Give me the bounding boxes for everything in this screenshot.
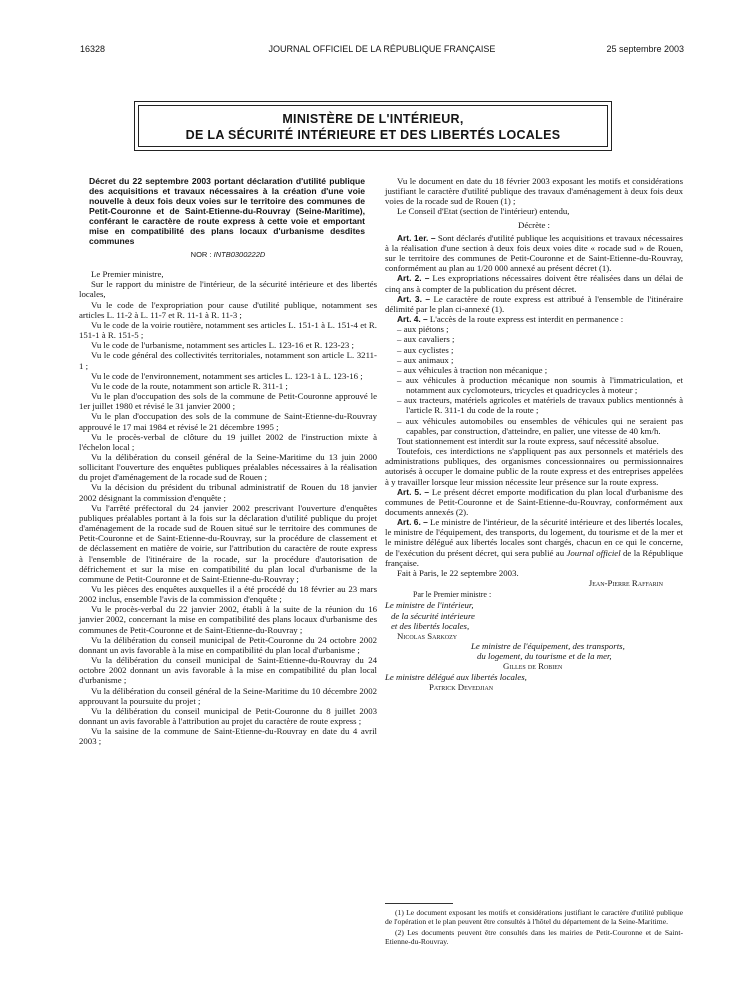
interior-minister-name: Nicolas Sarkozy: [397, 630, 458, 641]
article-3: [385, 294, 683, 314]
visa-paragraph: Vu le plan d'occupation des sols de la commune de Saint-Etienne-du-Rouvray approuvé le 17 mai 1984 et révisé le 21 décembre 1995 ;: [79, 411, 377, 432]
article-4-paragraph: Tout stationnement est interdit sur la route express, sauf nécessité absolue.: [397, 435, 659, 446]
article-text: L'accès de la route express est interdit en permanence :: [427, 314, 624, 325]
list-item: – aux animaux ;: [397, 354, 454, 365]
visa-paragraph: Vu le procès-verbal de clôture du 19 juillet 2002 de l'instruction mixte à l'échelon local ;: [79, 431, 377, 452]
article-label: Art. 1er. –: [397, 232, 436, 243]
page-number: 16328: [80, 44, 106, 54]
equipment-minister-name: Gilles de Robien: [503, 661, 563, 672]
par-le-premier-ministre: Par le Premier ministre :: [413, 590, 492, 600]
article-label: Art. 3. –: [397, 293, 431, 304]
article-text: Le présent décret emporte modification du plan local d'urbanisme des communes de Petit-Couronne et de Saint-Etienne-du-Rouvray, conformément aux documents annexés (2).: [385, 486, 683, 517]
ministry-heading-box: [134, 101, 612, 151]
visa-paragraph: Vu la délibération du conseil municipal de Petit-Couronne du 8 juillet 2003 donnant un avis favorable à l'attribution au projet du caractère de route express ;: [79, 705, 377, 727]
article-text: Le ministre de l'intérieur, de la sécurité intérieure et des libertés locales, le ministre de l'équipement, des transports, du logement, du tourisme et de la mer et le ministre délégué aux libertés locales sont chargés, chacun en ce qui le concerne, de l'exécution du présent décret, qui sera publié au: [385, 517, 683, 558]
interior-minister-title: et des libertés locales,: [391, 620, 470, 631]
article-text: Le caractère de route express est attribué à l'ensemble de l'itinéraire délimité par le plan ci-annexé (1).: [385, 293, 683, 314]
list-item: – aux cyclistes ;: [397, 344, 454, 355]
equipment-minister-title: Le ministre de l'équipement, des transports,: [471, 641, 625, 652]
list-item: – aux tracteurs, matériels agricoles et matériels de travaux publics mentionnés à l'article R. 311-1 du code de la route ;: [397, 395, 683, 416]
issue-date: 25 septembre 2003: [606, 44, 684, 54]
decrete-heading: Décrète :: [518, 219, 550, 230]
ministry-line-1: MINISTÈRE DE L'INTÉRIEUR,: [282, 112, 464, 126]
article-1: [385, 233, 683, 274]
visa-paragraph: Le Premier ministre,: [91, 269, 164, 280]
visa-paragraph: Vu la saisine de la commune de Saint-Etienne-du-Rouvray en date du 4 avril 2003 ;: [79, 726, 377, 747]
delegate-minister-title: Le ministre délégué aux libertés locales,: [385, 671, 527, 682]
footnotes: [385, 908, 683, 947]
done-at: Fait à Paris, le 22 septembre 2003.: [397, 567, 519, 578]
footnote-divider: [385, 903, 453, 904]
article-4-list: [385, 324, 683, 436]
visa-paragraph: Vu la délibération du conseil municipal de Saint-Etienne-du-Rouvray du 24 octobre 2002 donnant un avis favorable à la mise en compatibilité du plan local d'urbanisme ;: [79, 655, 377, 686]
visa-paragraph: Vu la délibération du conseil général de la Seine-Maritime du 13 juin 2000 sollicitant l'ouverture des enquêtes publiques préalables nécessaires à la réalisation du projet d'aménagement de la rocade sud de Rouen ;: [79, 451, 377, 483]
interior-minister-title: Le ministre de l'intérieur,: [385, 600, 474, 611]
list-item: – aux véhicules à traction non mécanique ;: [397, 364, 548, 375]
footnote: (2) Les documents peuvent être consultés dans les mairies de Petit-Couronne et de Saint-Etienne-du-Rouvray.: [385, 927, 683, 946]
article-5: [385, 487, 683, 517]
article-label: Art. 5. –: [397, 486, 430, 497]
article-label: Art. 6. –: [397, 517, 428, 528]
list-item: – aux véhicules à production mécanique non soumis à l'immatriculation, et notamment aux cyclomoteurs, tricycles et quadricycles à moteur ;: [397, 374, 683, 396]
article-4: [385, 314, 683, 324]
visa-paragraph: Vu le code de l'urbanisme, notamment ses articles L. 123-16 et R. 123-23 ;: [91, 340, 354, 351]
page-header: [80, 44, 684, 58]
pm-signature: Jean-Pierre Raffarin: [588, 578, 663, 589]
article-4-paragraph: Toutefois, ces interdictions ne s'appliquent pas aux personnels et matériels des administrations publiques, des organismes concessionnaires ou permissionnaires autorisés à occuper le domaine public de la route express et des entreprises appelées à y travailler lorsque leur mission nécessite leur présence sur la route express.: [385, 446, 683, 487]
visa-paragraph: Vu le code général des collectivités territoriales, notamment son article L. 3211-1 ;: [79, 350, 377, 371]
visa-paragraph: Vu le procès-verbal du 22 janvier 2002, établi à la suite de la réunion du 16 janvier 2002, concernant la mise en compatibilité des plans locaux d'urbanisme des communes de Petit-Couronne et de Saint-Etienne-du-Rouvray ;: [79, 604, 377, 635]
delegate-minister-name: Patrick Devedjian: [429, 681, 494, 692]
nor-label: NOR :: [190, 250, 212, 259]
decree-title: Décret du 22 septembre 2003 portant déclaration d'utilité publique des acquisitions et travaux nécessaires à la création d'une voie nouvelle à deux fois deux voies sur le territoire des communes de Petit-Couronne et de Saint-Etienne-du-Rouvray (Seine-Maritime), conférant le caractère de route express à cette voie et emportant mise en compatibilité des plans locaux d'urbanisme desdites communes: [89, 176, 365, 246]
article-label: Art. 2. –: [397, 273, 430, 284]
right-column: [385, 176, 683, 692]
visa-paragraph: Vu la délibération du conseil général de la Seine-Maritime du 10 décembre 2002 approuvant la poursuite du projet ;: [79, 685, 377, 706]
visa-paragraph: Vu le code de la route, notamment son article R. 311-1 ;: [91, 380, 288, 391]
visa-paragraph: Vu le document en date du 18 février 2003 exposant les motifs et considérations justifiant le caractère d'utilité publique des travaux d'aménagement à deux fois deux voies de la rocade sud de Rouen (1) ;: [385, 176, 683, 207]
visa-paragraph: Vu la décision du président du tribunal administratif de Rouen du 18 janvier 2002 désignant la commission d'enquête ;: [79, 482, 377, 503]
article-text: Les expropriations nécessaires doivent être réalisées dans un délai de cinq ans à compter de la publication du présent décret.: [385, 273, 683, 294]
visa-paragraph: Vu les pièces des enquêtes auxquelles il a été procédé du 18 février au 23 mars 2002 inclus, ensemble l'avis de la commission d'enquête ;: [79, 584, 377, 605]
article-6: [385, 517, 683, 568]
journal-name: Journal officiel: [566, 547, 621, 558]
ministry-heading: [138, 105, 608, 147]
list-item: – aux piétons ;: [397, 324, 449, 335]
interior-minister-title: de la sécurité intérieure: [391, 610, 475, 621]
visa-paragraph: Vu la délibération du conseil municipal de Petit-Couronne du 24 octobre 2002 donnant un avis favorable à la mise en compatibilité du plan local d'urbanisme ;: [79, 634, 377, 655]
visa-paragraph: Vu le plan d'occupation des sols de la commune de Petit-Couronne approuvé le 1er juillet 1980 et révisé le 31 janvier 2000 ;: [79, 391, 377, 412]
left-column: [79, 176, 377, 747]
visa-paragraph: Vu le code de la voirie routière, notamment ses articles L. 151-1 à L. 151-4 et R. 151-1 à R. 151-5 ;: [79, 319, 377, 341]
visa-paragraph: Vu le code de l'environnement, notamment ses articles L. 123-1 à L. 123-16 ;: [91, 370, 363, 381]
visa-paragraph: Sur le rapport du ministre de l'intérieur, de la sécurité intérieure et des libertés locales,: [79, 279, 377, 300]
ministry-line-2: DE LA SÉCURITÉ INTÉRIEURE ET DES LIBERTÉS LOCALES: [185, 128, 561, 142]
article-2: [385, 273, 683, 293]
list-item: – aux véhicules automobiles ou ensembles de véhicules qui ne seraient pas capables, par construction, d'atteindre, en palier, une vitesse de 40 km/h.: [397, 415, 683, 436]
nor-code: INTB0300222D: [213, 250, 266, 259]
equipment-minister-title: du logement, du tourisme et de la mer,: [477, 651, 612, 662]
visa-paragraph: Vu l'arrêté préfectoral du 24 janvier 2002 prescrivant l'ouverture d'enquêtes publiques préalables portant à la fois sur la déclaration d'utilité publique du projet d'aménagement de la rocade sud de Rouen situé sur le territoire des communes de Petit-Couronne et de Saint-Etienne-du-Rouvray, sur la procédure de classement et de déclassement en matière de voirie, sur l'attribution du caractère de route express à l'ensemble de l'itinéraire de la rocade, sur la procédure d'autorisation de défrichement et sur la mise en compatibilité du plan local d'urbanisme de la commune de Petit-Couronne et de Saint-Etienne-du-Rouvray ;: [79, 502, 377, 584]
article-text: de la République française.: [385, 547, 683, 568]
footnote: (1) Le document exposant les motifs et considérations justifiant le caractère d'utilité publique de l'opération et le plan peuvent être consultés à l'hôtel du département de la Seine-Maritime.: [385, 908, 683, 927]
visa-paragraph: Vu le code de l'expropriation pour cause d'utilité publique, notamment ses articles L. 11-2 à L. 11-7 et R. 11-1 à R. 11-3 ;: [79, 299, 377, 320]
journal-title: JOURNAL OFFICIEL DE LA RÉPUBLIQUE FRANÇAISE: [268, 44, 496, 54]
list-item: – aux cavaliers ;: [397, 334, 455, 345]
article-text: Sont déclarés d'utilité publique les acquisitions et travaux nécessaires à la réalisation d'une section à deux fois deux voies dite « rocade sud » de Rouen, sur le territoire des communes de Petit-Couronne et de Saint-Etienne-du-Rouvray, conformément au plan au 1/20 000 annexé au présent décret (1).: [385, 232, 683, 274]
nor-reference: [79, 250, 377, 260]
article-label: Art. 4. –: [397, 314, 428, 325]
visa-paragraph: Le Conseil d'Etat (section de l'intérieur) entendu,: [397, 206, 570, 217]
